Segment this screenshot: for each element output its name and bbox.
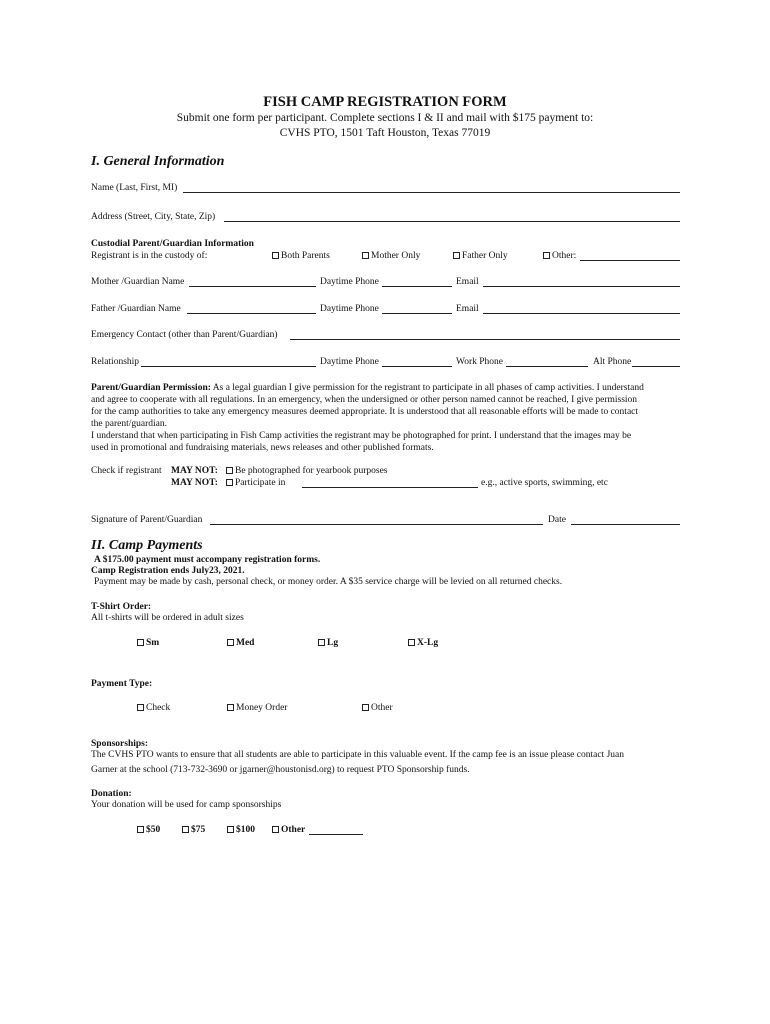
- tshirt-note: All t-shirts will be ordered in adult sizes: [91, 613, 244, 623]
- may-not-participate-example: e.g., active sports, swimming, etc: [481, 478, 608, 488]
- emergency-daytime-phone-label: Daytime Phone: [320, 357, 379, 367]
- permission-line: As a legal guardian I give permission for the registrant to participate in all phases of camp activities. I understand: [212, 383, 644, 393]
- donation-heading: Donation:: [91, 789, 132, 799]
- permission-line: and agree to cooperate with all regulations. In an emergency, when the undersigned or other person named cannot be reached, I give permission: [91, 395, 638, 405]
- payment-methods-note: Payment may be made by cash, personal check, or money order. A $35 service charge will be levied on all returned checks.: [94, 577, 563, 587]
- payment-type-heading: Payment Type:: [91, 679, 153, 689]
- mother-daytime-phone-field[interactable]: [382, 286, 452, 287]
- donation-option-50[interactable]: $50: [137, 825, 160, 835]
- name-label: Name (Last, First, MI): [91, 183, 178, 193]
- payment-type-money-order[interactable]: Money Order: [227, 703, 287, 713]
- donation-note: Your donation will be used for camp sponsorships: [91, 800, 282, 810]
- emergency-daytime-phone-field[interactable]: [382, 366, 452, 367]
- section-1-heading: I. General Information: [91, 154, 225, 169]
- checkbox-icon: [272, 826, 279, 833]
- checkbox-icon: [226, 479, 233, 486]
- checkbox-icon: [453, 252, 460, 259]
- custody-label: Registrant is in the custody of:: [91, 251, 208, 261]
- registration-deadline: Camp Registration ends July23, 2021.: [91, 566, 245, 576]
- relationship-label: Relationship: [91, 357, 140, 367]
- custody-option-mother-only[interactable]: Mother Only: [362, 251, 420, 261]
- father-daytime-phone-label: Daytime Phone: [320, 304, 379, 314]
- permission-line: the parent/guardian.: [91, 419, 167, 429]
- checkbox-icon: [182, 826, 189, 833]
- work-phone-label: Work Phone: [456, 357, 503, 367]
- may-not-participate-option[interactable]: Participate in: [226, 478, 285, 488]
- may-not-label: MAY NOT:: [171, 466, 218, 476]
- signature-label: Signature of Parent/Guardian: [91, 515, 203, 525]
- may-not-participate-field[interactable]: [302, 487, 478, 488]
- section-2-heading: II. Camp Payments: [91, 538, 203, 553]
- father-email-field[interactable]: [483, 313, 680, 314]
- emergency-contact-field[interactable]: [290, 339, 680, 340]
- mother-daytime-phone-label: Daytime Phone: [320, 277, 379, 287]
- custody-option-father-only[interactable]: Father Only: [453, 251, 508, 261]
- date-field[interactable]: [571, 524, 680, 525]
- tshirt-size-xlg[interactable]: X-Lg: [408, 638, 438, 648]
- checkbox-icon: [227, 826, 234, 833]
- address-field[interactable]: [224, 221, 680, 222]
- form-title: FISH CAMP REGISTRATION FORM: [263, 94, 507, 110]
- custody-option-other[interactable]: Other:: [543, 251, 576, 261]
- signature-field[interactable]: [210, 524, 543, 525]
- checkbox-icon: [227, 704, 234, 711]
- custodial-heading: Custodial Parent/Guardian Information: [91, 239, 254, 249]
- father-email-label: Email: [456, 304, 479, 314]
- permission-line: used in promotional and fundraising materials, news releases and other published formats.: [91, 443, 434, 453]
- permission-heading: Parent/Guardian Permission:: [91, 383, 211, 393]
- mother-name-label: Mother /Guardian Name: [91, 277, 185, 287]
- mother-email-label: Email: [456, 277, 479, 287]
- relationship-field[interactable]: [141, 366, 316, 367]
- mother-name-field[interactable]: [189, 286, 316, 287]
- custody-other-field[interactable]: [580, 260, 680, 261]
- may-not-photographed-option[interactable]: Be photographed for yearbook purposes: [226, 466, 388, 476]
- form-subtitle-instructions: Submit one form per participant. Complete sections I & II and mail with $175 payment to:: [176, 112, 594, 124]
- checkbox-icon: [137, 826, 144, 833]
- checkbox-icon: [408, 639, 415, 646]
- permission-paragraph: [91, 382, 681, 454]
- checkbox-icon: [137, 639, 144, 646]
- father-name-field[interactable]: [187, 313, 316, 314]
- may-not-label: MAY NOT:: [171, 478, 218, 488]
- donation-option-other[interactable]: Other: [272, 825, 305, 835]
- sponsorships-heading: Sponsorships:: [91, 739, 149, 749]
- sponsorships-text: The CVHS PTO wants to ensure that all students are able to participate in this valuable event. If the camp fee is an issue please contact Juan: [91, 750, 624, 760]
- tshirt-size-med[interactable]: Med: [227, 638, 254, 648]
- emergency-contact-label: Emergency Contact (other than Parent/Guardian): [91, 330, 278, 340]
- checkbox-icon: [543, 252, 550, 259]
- father-name-label: Father /Guardian Name: [91, 304, 181, 314]
- mother-email-field[interactable]: [483, 286, 680, 287]
- permission-line: for the camp authorities to take any emergency measures deemed appropriate. It is understood that all reasonable efforts will be made to contact: [91, 407, 639, 417]
- check-if-registrant-label: Check if registrant: [91, 466, 162, 476]
- tshirt-heading: T-Shirt Order:: [91, 602, 152, 612]
- donation-option-100[interactable]: $100: [227, 825, 255, 835]
- work-phone-field[interactable]: [506, 366, 588, 367]
- address-label: Address (Street, City, State, Zip): [91, 212, 216, 222]
- checkbox-icon: [362, 704, 369, 711]
- name-field[interactable]: [183, 192, 680, 193]
- checkbox-icon: [226, 467, 233, 474]
- payment-requirement: A $175.00 payment must accompany registration forms.: [94, 555, 321, 565]
- checkbox-icon: [137, 704, 144, 711]
- tshirt-size-lg[interactable]: Lg: [318, 638, 338, 648]
- sponsorships-text: Garner at the school (713-732-3690 or jgarner@houstonisd.org) to request PTO Sponsorship funds.: [91, 765, 470, 775]
- custody-option-both-parents[interactable]: Both Parents: [272, 251, 330, 261]
- alt-phone-label: Alt Phone: [593, 357, 632, 367]
- tshirt-size-sm[interactable]: Sm: [137, 638, 159, 648]
- father-daytime-phone-field[interactable]: [382, 313, 452, 314]
- checkbox-icon: [318, 639, 325, 646]
- payment-type-check[interactable]: Check: [137, 703, 170, 713]
- payment-type-other[interactable]: Other: [362, 703, 393, 713]
- alt-phone-field[interactable]: [632, 366, 680, 367]
- form-subtitle-address: CVHS PTO, 1501 Taft Houston, Texas 77019: [279, 127, 491, 139]
- checkbox-icon: [272, 252, 279, 259]
- checkbox-icon: [362, 252, 369, 259]
- donation-other-field[interactable]: [309, 834, 363, 835]
- permission-line: I understand that when participating in Fish Camp activities the registrant may be photographed for print. I understand that the images may be: [91, 431, 632, 441]
- donation-option-75[interactable]: $75: [182, 825, 205, 835]
- date-label: Date: [548, 515, 566, 525]
- checkbox-icon: [227, 639, 234, 646]
